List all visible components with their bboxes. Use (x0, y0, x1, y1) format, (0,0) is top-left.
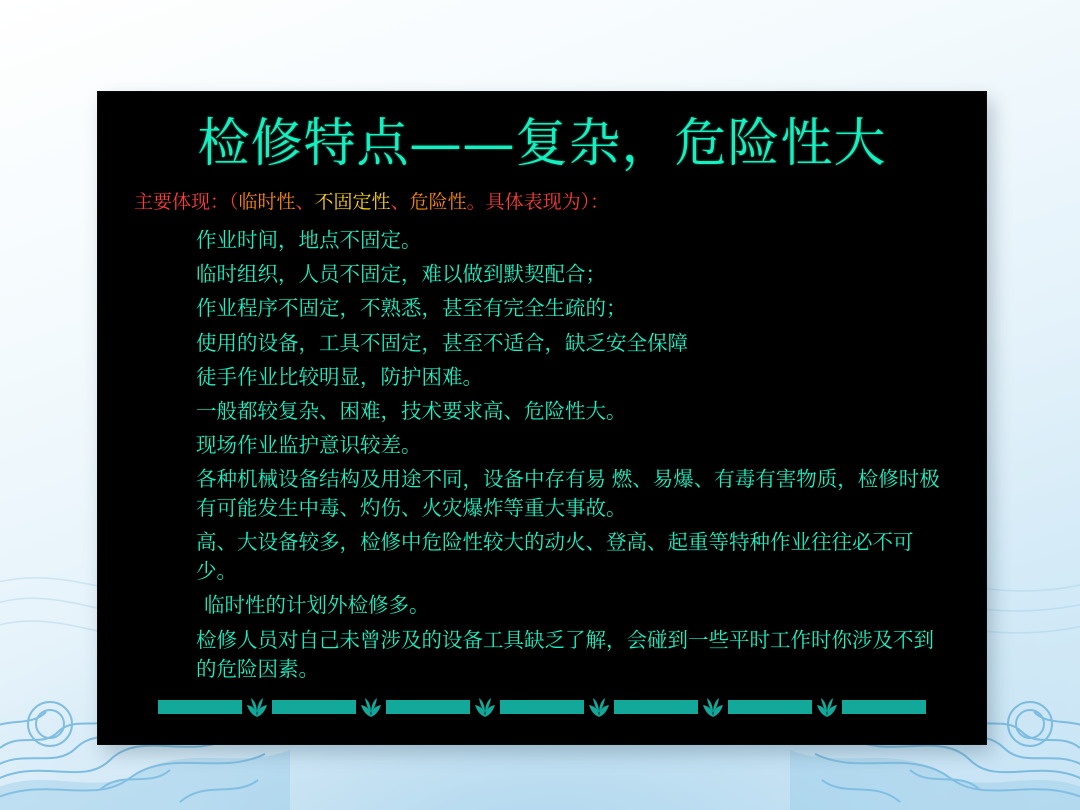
footer-decoration-bar (158, 696, 926, 718)
decoration-segment (842, 700, 926, 714)
leaf-icon (698, 696, 728, 718)
leaf-icon (242, 696, 272, 718)
subtitle-tail: 。具体表现为）： (466, 192, 610, 214)
subtitle-keyword-danger: 危险性 (409, 192, 467, 214)
decoration-segment (728, 700, 812, 714)
leaf-icon (356, 696, 386, 718)
list-item: 徒手作业比较明显，防护困难。 (196, 365, 483, 389)
list-item: 现场作业监护意识较差。 (196, 433, 422, 457)
bullet-list (98, 226, 986, 684)
list-item: 检修人员对自己未曾涉及的设备工具缺乏了解，会碰到一些平时工作时你涉及不到的危险因素。 (196, 628, 934, 681)
subtitle-keyword-temporary: 临时性 (238, 192, 296, 214)
decoration-segment (614, 700, 698, 714)
subtitle-lead: 主要体现：（ (134, 192, 239, 214)
list-item: 临时性的计划外检修多。 (204, 594, 430, 618)
subtitle-keyword-unfixed: 不固定性 (314, 192, 391, 214)
list-item: 临时组织，人员不固定，难以做到默契配合； (196, 263, 606, 287)
list-item: 一般都较复杂、困难，技术要求高、危险性大。 (196, 399, 627, 423)
list-item: 使用的设备，工具不固定，甚至不适合，缺乏安全保障 (196, 331, 688, 355)
list-item: 作业程序不固定，不熟悉，甚至有完全生疏的； (196, 297, 627, 321)
decoration-segment (272, 700, 356, 714)
leaf-icon (584, 696, 614, 718)
list-item: 作业时间，地点不固定。 (196, 229, 422, 253)
subtitle-separator-2: 、 (390, 192, 410, 214)
subtitle-line (98, 187, 986, 214)
decoration-segment (386, 700, 470, 714)
decoration-segment (158, 700, 242, 714)
list-item: 各种机械设备结构及用途不同，设备中存有易 燃、易爆、有毒有害物质，检修时极有可能发生中毒、灼伤、火灾爆炸等重大事故。 (196, 467, 940, 521)
decoration-segment (500, 700, 584, 714)
leaf-icon (470, 696, 500, 718)
page-title: 检修特点——复杂，危险性大 (197, 114, 887, 174)
content-panel (98, 92, 986, 744)
subtitle-separator-1: 、 (295, 192, 315, 214)
list-item: 高、大设备较多，检修中危险性较大的动火、登高、起重等特种作业往往必不可少。 (196, 531, 914, 584)
leaf-icon (812, 696, 842, 718)
